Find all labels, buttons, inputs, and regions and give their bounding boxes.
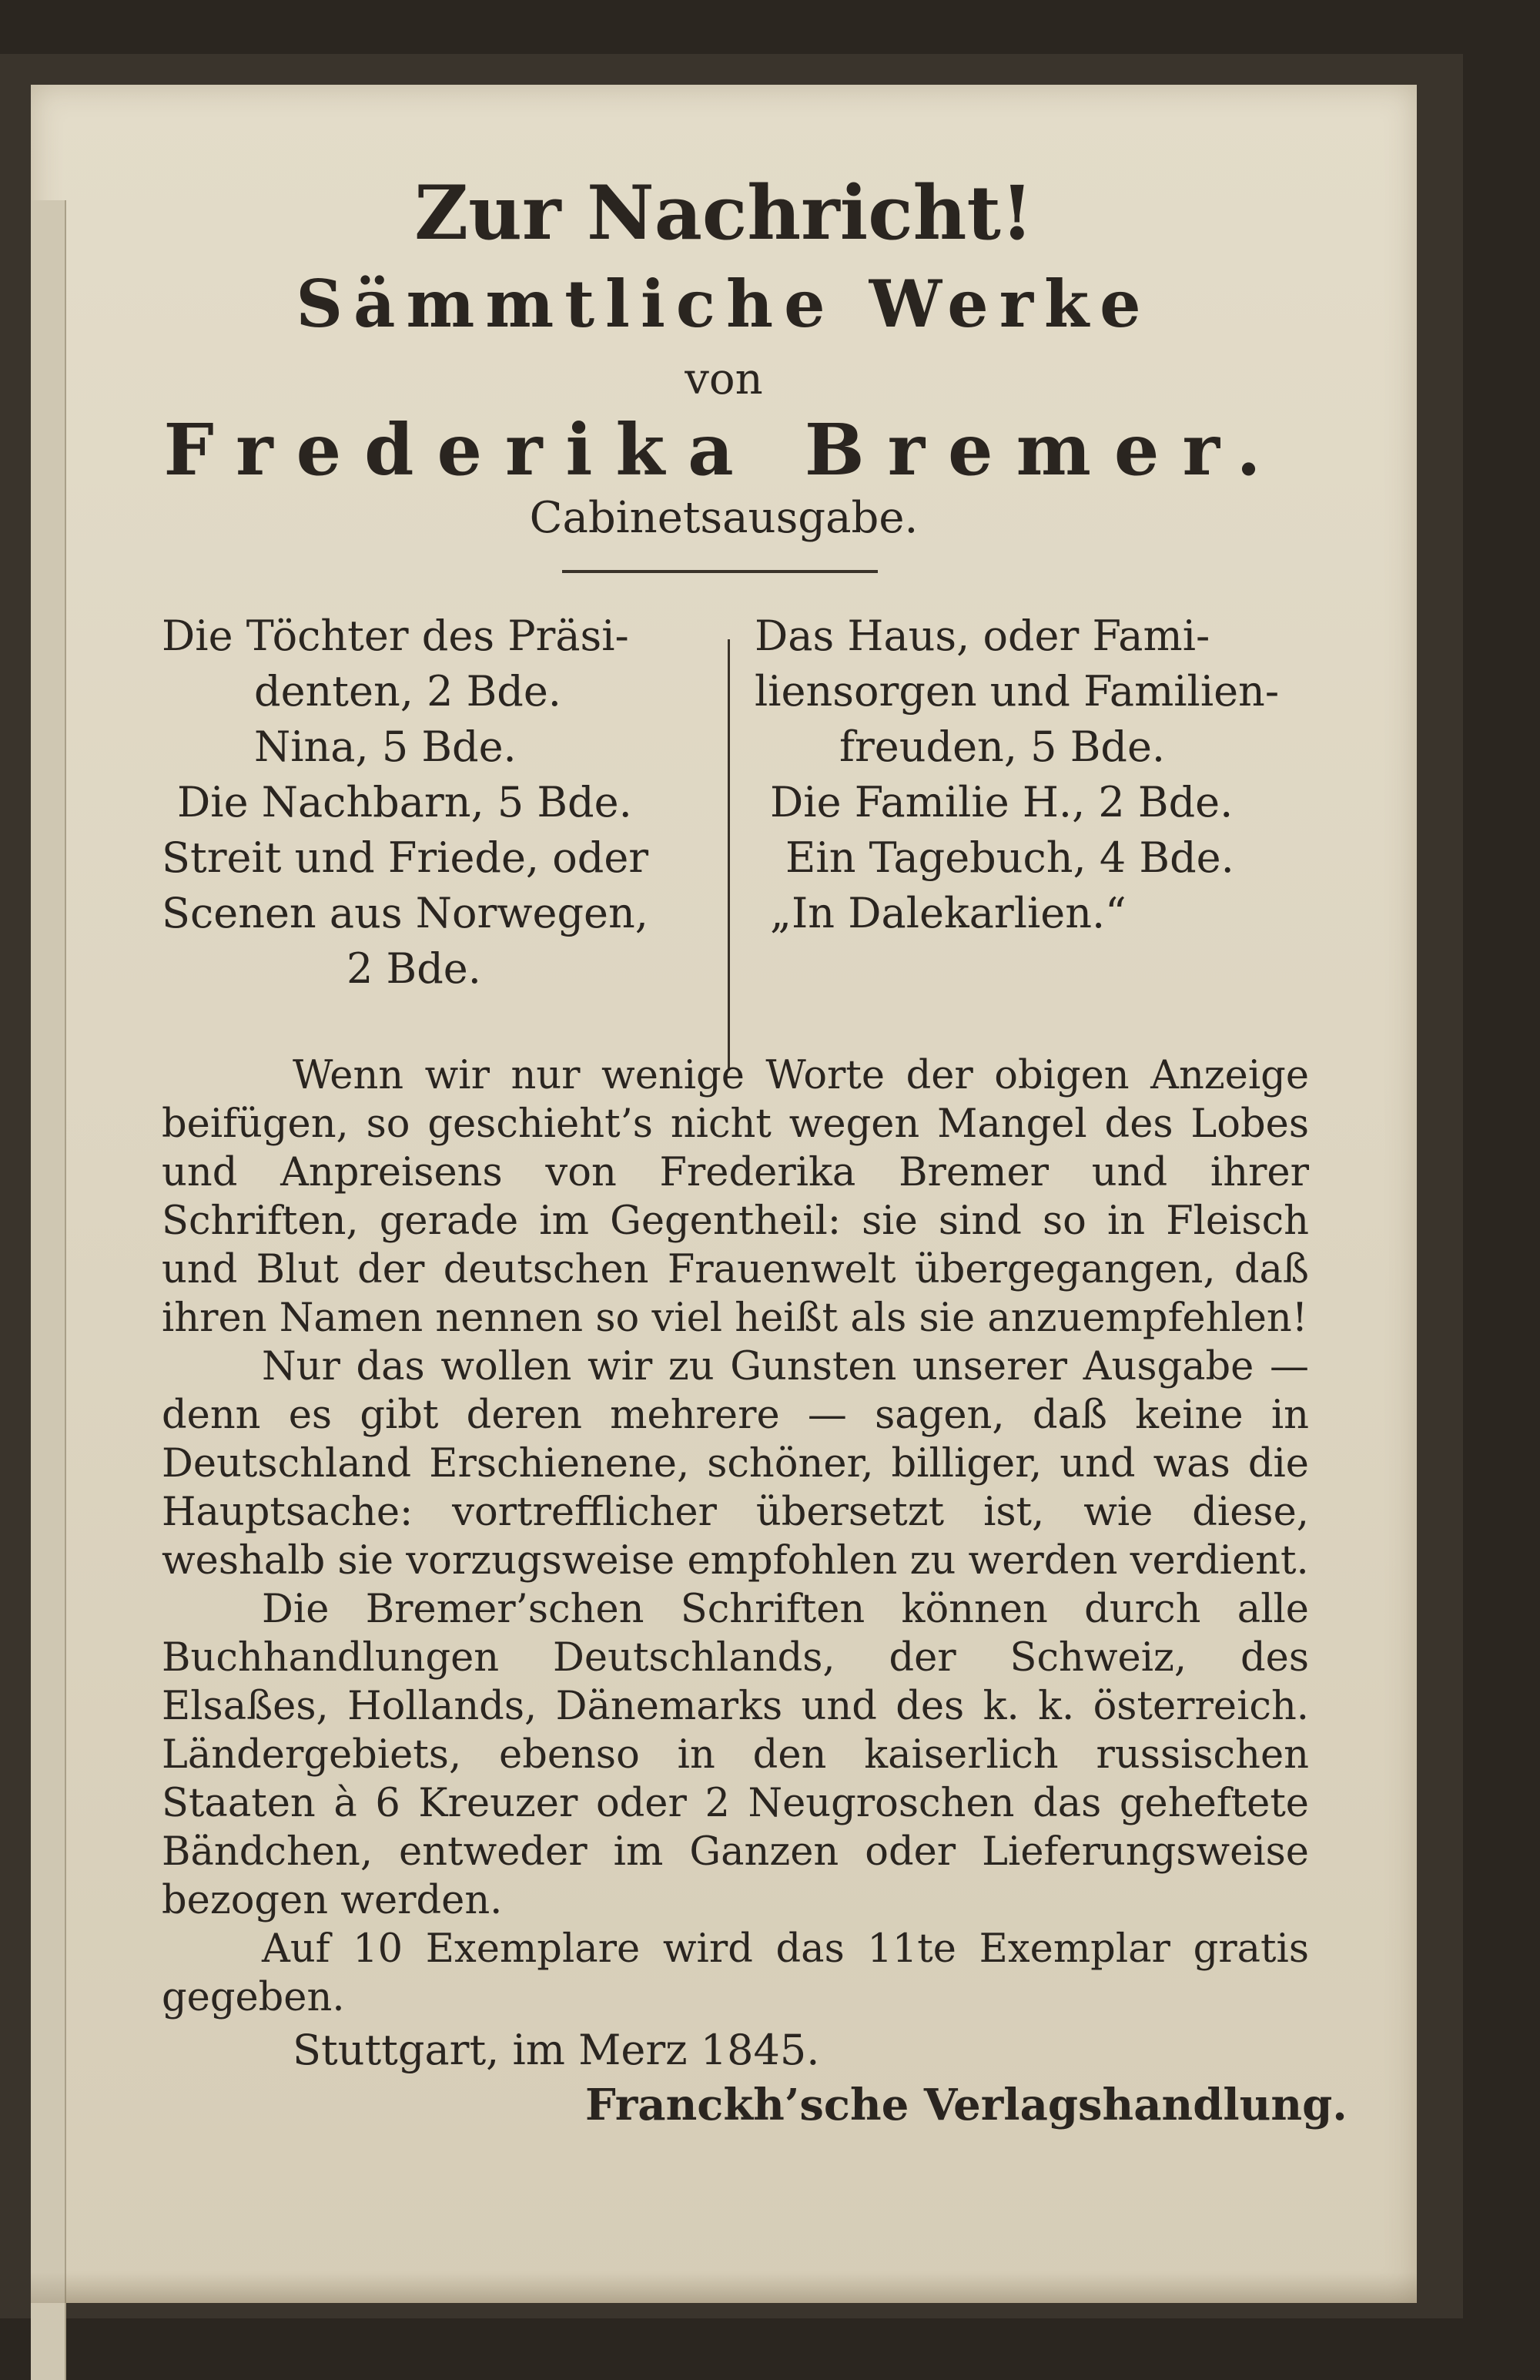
paragraph-edition: Nur das wollen wir zu Gunsten unserer Ausgabe — denn es gibt deren mehrere — sagen, daß keine in Deutschland Erschienene, schöner, billiger, und was die Hauptsache: vortrefflicher übersetzt ist, wie diese, weshalb sie vorzugsweise empfohlen zu werden verdient. xyxy=(162,1344,1309,1584)
notice-title: Zur Nachricht! xyxy=(414,169,1033,256)
works-line: Ein Tagebuch, 4 Bde. xyxy=(785,833,1234,882)
von-line: von xyxy=(685,354,763,404)
publisher-signature: Franckh’sche Verlagshandlung. xyxy=(585,2080,1348,2130)
author-name: Frederika Bremer. xyxy=(163,408,1284,491)
page-shadow xyxy=(31,2272,1417,2303)
edition-label: Cabinetsausgabe. xyxy=(529,493,919,543)
works-column-left xyxy=(162,608,693,997)
place-date: Stuttgart, im Merz 1845. xyxy=(293,2026,820,2074)
works-line: „In Dalekarlien.“ xyxy=(770,889,1127,937)
works-line: Scenen aus Norwegen, xyxy=(162,889,648,937)
column-divider xyxy=(728,639,730,1071)
paragraph-praise: Wenn wir nur wenige Worte der obigen Anzeige beifügen, so geschieht’s nicht wegen Mangel des Lobes und Anpreisens von Frederika Bremer und ihrer Schriften, gerade im Gegentheil: sie sind so in Fleisch und Blut der deutschen Frauenwelt übergegangen, daß ihren Namen nennen so viel heißt als sie anzuempfehlen! xyxy=(162,1053,1309,1341)
works-line: Nina, 5 Bde. xyxy=(254,722,517,771)
works-line: Die Nachbarn, 5 Bde. xyxy=(177,778,632,826)
works-line: 2 Bde. xyxy=(346,944,481,993)
works-line: freuden, 5 Bde. xyxy=(839,722,1166,771)
book-page xyxy=(31,85,1417,2303)
works-line: Die Töchter des Präsi- xyxy=(162,612,629,660)
paragraph-offer: Auf 10 Exemplare wird das 11te Exemplar gratis gegeben. xyxy=(162,1926,1309,2020)
works-list xyxy=(162,608,1309,1078)
notice-body xyxy=(162,1051,1309,2022)
works-line: Die Familie H., 2 Bde. xyxy=(770,778,1234,826)
works-line: liensorgen und Familien- xyxy=(755,667,1280,716)
works-line: denten, 2 Bde. xyxy=(254,667,561,716)
works-column-right xyxy=(755,608,1309,941)
divider-rule xyxy=(562,570,878,573)
paragraph-availability: Die Bremer’schen Schriften können durch alle Buchhandlungen Deutschlands, der Schweiz, des Elsaßes, Hollands, Dänemarks und des k. k. österreich. Ländergebiets, ebenso in den kaiserlich russischen Staaten à 6 Kreuzer oder 2 Neugroschen das geheftete Bändchen, entweder im Ganzen oder Lieferungsweise bezogen werden. xyxy=(162,1587,1309,1923)
works-line: Streit und Friede, oder xyxy=(162,833,649,882)
works-line: Das Haus, oder Fami- xyxy=(755,612,1210,660)
works-heading: Sämmtliche Werke xyxy=(296,266,1152,342)
